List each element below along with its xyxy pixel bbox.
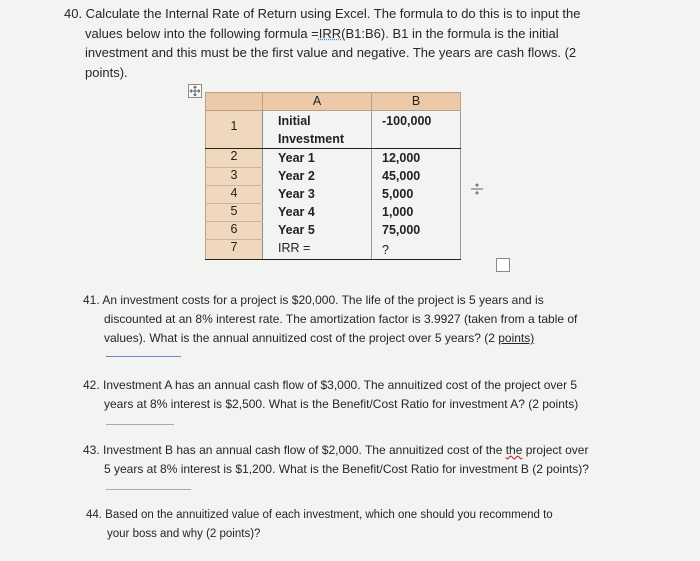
row-number: 1 bbox=[206, 111, 263, 149]
table-row bbox=[206, 239, 461, 259]
q43-line1-rest: project over bbox=[522, 443, 589, 457]
q41-points-text: points) bbox=[498, 331, 535, 345]
q41-line1: 41. An investment costs for a project is $20,000. The life of the project is 5 years and is bbox=[83, 293, 544, 307]
table-row bbox=[206, 203, 461, 221]
row-number: 3 bbox=[206, 167, 263, 185]
cell-b4: 5,000 bbox=[372, 185, 461, 203]
question-43 bbox=[83, 441, 643, 479]
table-row bbox=[206, 149, 461, 168]
q43-line1-text: 43. Investment B has an annual cash flow of $2,000. The annuitized cost of the bbox=[83, 443, 506, 457]
table-row bbox=[206, 111, 461, 149]
q43-line1 bbox=[83, 441, 643, 460]
q40-line2-text: values below into the following formula = bbox=[85, 25, 319, 41]
cell-b1: -100,000 bbox=[372, 111, 461, 149]
cell-a7: IRR = bbox=[263, 239, 372, 259]
corner-header bbox=[206, 93, 263, 111]
column-a-header: A bbox=[263, 93, 372, 111]
irr-formula-text: IRR( bbox=[318, 25, 346, 41]
cell-b6: 75,000 bbox=[372, 221, 461, 239]
q40-line2 bbox=[64, 24, 644, 44]
answer-line-43 bbox=[106, 489, 191, 490]
q44-line2: your boss and why (2 points)? bbox=[107, 528, 261, 540]
q40-line1: 40. Calculate the Internal Rate of Return using Excel. The formula to do this is to input the bbox=[64, 6, 581, 21]
table-move-handle-icon[interactable] bbox=[188, 84, 202, 98]
row-number: 2 bbox=[206, 149, 263, 168]
table-row bbox=[206, 167, 461, 185]
row-number: 6 bbox=[206, 221, 263, 239]
cell-a6: Year 5 bbox=[263, 221, 372, 239]
cell-b2: 12,000 bbox=[372, 149, 461, 168]
q41-line3 bbox=[83, 329, 643, 348]
table-row bbox=[206, 185, 461, 203]
row-number: 7 bbox=[206, 239, 263, 259]
table-resize-handle[interactable] bbox=[496, 258, 510, 272]
question-41 bbox=[83, 291, 643, 348]
resize-cursor-icon bbox=[470, 182, 484, 196]
answer-line-41 bbox=[106, 356, 181, 357]
question-40 bbox=[64, 4, 644, 82]
q44-line1: 44. Based on the annuitized value of each investment, which one should you recommend to bbox=[86, 509, 553, 521]
q42-line2: years at 8% interest is $2,500. What is the Benefit/Cost Ratio for investment A? (2 points) bbox=[104, 397, 579, 411]
q40-line4: points). bbox=[85, 64, 128, 80]
cell-b3: 45,000 bbox=[372, 167, 461, 185]
cell-a1: Initial Investment bbox=[263, 111, 372, 149]
cell-b5: 1,000 bbox=[372, 203, 461, 221]
q43-duplicate-word: the bbox=[505, 443, 523, 457]
q40-line2-rest: B1:B6). B1 in the formula is the initial bbox=[345, 25, 559, 41]
answer-line-42 bbox=[106, 424, 174, 425]
cell-b7: ? bbox=[372, 239, 461, 259]
question-44 bbox=[86, 506, 646, 544]
q40-line3: investment and this must be the first value and negative. The years are cash flows. (2 bbox=[85, 45, 577, 60]
q42-line1: 42. Investment A has an annual cash flow of $3,000. The annuitized cost of the project over 5 bbox=[83, 378, 578, 392]
q41-line2: discounted at an 8% interest rate. The amortization factor is 3.9927 (taken from a table of bbox=[104, 312, 578, 326]
row-number: 4 bbox=[206, 185, 263, 203]
cell-a3: Year 2 bbox=[263, 167, 372, 185]
cell-a4: Year 3 bbox=[263, 185, 372, 203]
q41-line3-text: values). What is the annual annuitized cost of the project over 5 years? (2 bbox=[104, 331, 499, 345]
cell-a5: Year 4 bbox=[263, 203, 372, 221]
row-number: 5 bbox=[206, 203, 263, 221]
q43-line2: 5 years at 8% interest is $1,200. What is the Benefit/Cost Ratio for investment B (2 points)? bbox=[104, 462, 589, 476]
cell-a2: Year 1 bbox=[263, 149, 372, 168]
cash-flow-table bbox=[205, 92, 461, 260]
table-row bbox=[206, 221, 461, 239]
question-42 bbox=[83, 376, 643, 414]
column-b-header: B bbox=[372, 93, 461, 111]
